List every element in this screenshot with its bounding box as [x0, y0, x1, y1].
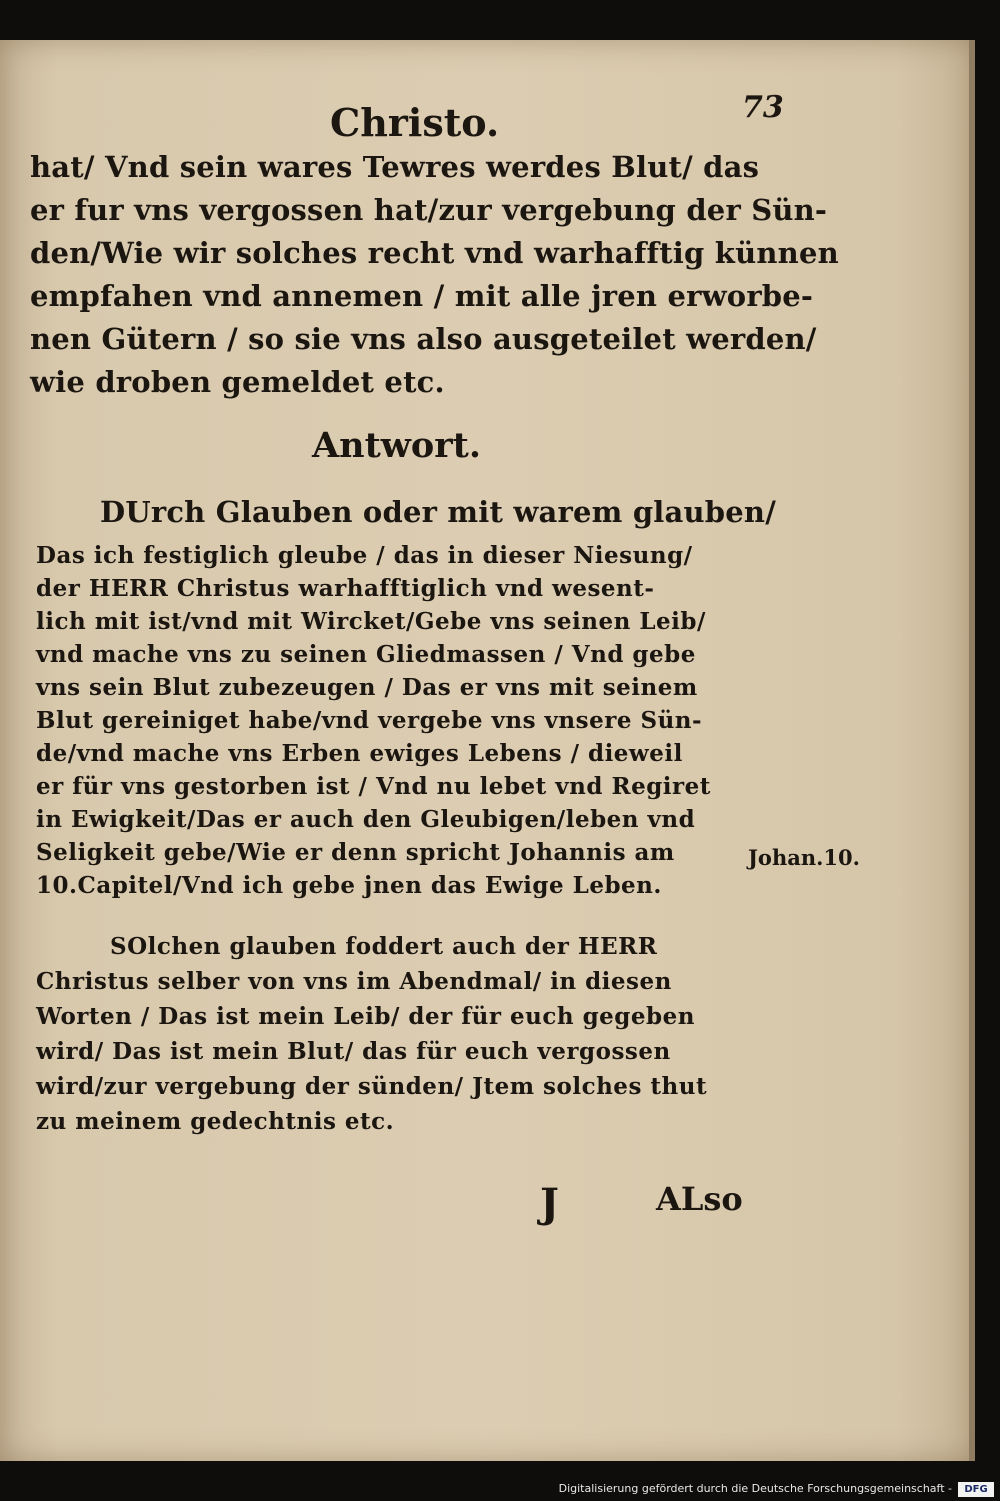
text-line: de/vnd mache vns Erben ewiges Lebens / dieweil: [36, 740, 683, 767]
text-line: Christus selber von vns im Abendmal/ in diesen: [36, 968, 672, 995]
margin-note: Johan.10.: [748, 845, 860, 870]
text-line: Seligkeit gebe/Wie er denn spricht Johannis am: [36, 839, 675, 866]
digitization-credit: Digitalisierung gefördert durch die Deutsche Forschungsgemeinschaft -: [558, 1482, 952, 1495]
text-line: in Ewigkeit/Das er auch den Gleubigen/leben vnd: [36, 806, 696, 833]
text-line: den/Wie wir solches recht vnd warhafftig künnen: [30, 236, 839, 270]
text-line: Das ich festiglich gleube / das in dieser Niesung/: [36, 542, 693, 569]
text-line: er fur vns vergossen hat/zur vergebung der Sün-: [30, 193, 828, 227]
text-line: 10.Capitel/Vnd ich gebe jnen das Ewige Leben.: [36, 872, 662, 899]
text-line: vns sein Blut zubezeugen / Das er vns mit seinem: [36, 674, 698, 701]
signature-mark: J: [540, 1180, 559, 1227]
section-heading: Antwort.: [312, 425, 482, 466]
text-line: er für vns gestorben ist / Vnd nu lebet vnd Regiret: [36, 773, 711, 800]
text-line: empfahen vnd annemen / mit alle jren erworbe-: [30, 279, 814, 313]
text-line: der HERR Christus warhafftiglich vnd wesent-: [36, 575, 655, 602]
running-head: Christo.: [330, 100, 500, 145]
text-line: nen Gütern / so sie vns also ausgeteilet werden/: [30, 322, 817, 356]
book-page: [0, 40, 975, 1462]
catchword: ALso: [656, 1180, 743, 1218]
dfg-logo: DFG: [958, 1482, 994, 1497]
text-line: wie droben gemeldet etc.: [30, 365, 445, 399]
text-line: zu meinem gedechtnis etc.: [36, 1108, 395, 1135]
text-line: wird/ Das ist mein Blut/ das für euch vergossen: [36, 1038, 671, 1065]
text-line: wird/zur vergebung der sünden/ Jtem solches thut: [36, 1073, 708, 1100]
text-line: Worten / Das ist mein Leib/ der für euch gegeben: [36, 1003, 695, 1030]
text-line: hat/ Vnd sein wares Tewres werdes Blut/ das: [30, 150, 760, 184]
text-line: vnd mache vns zu seinen Gliedmassen / Vnd gebe: [36, 641, 696, 668]
text-line: lich mit ist/vnd mit Wircket/Gebe vns seinen Leib/: [36, 608, 706, 635]
text-line: DUrch Glauben oder mit warem glauben/: [100, 495, 776, 529]
footer-bar: [0, 1461, 1000, 1501]
text-line: SOlchen glauben foddert auch der HERR: [110, 933, 658, 960]
page-number: 73: [742, 90, 784, 125]
text-line: Blut gereiniget habe/vnd vergebe vns vnsere Sün-: [36, 707, 703, 734]
